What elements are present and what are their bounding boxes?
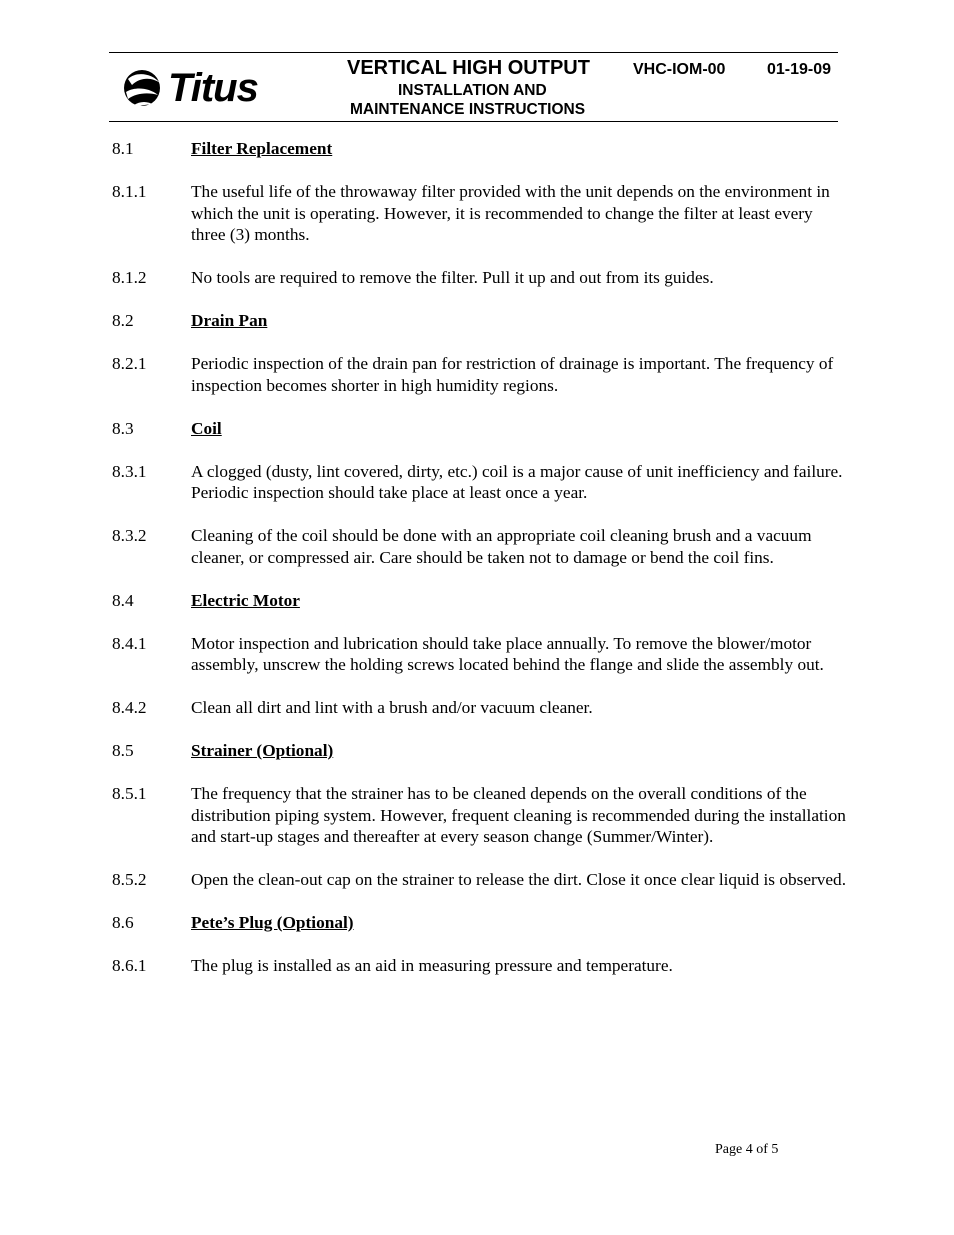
paragraph-number: 8.3.2 <box>112 526 147 545</box>
paragraph-number: 8.1.2 <box>112 268 147 287</box>
paragraph-number: 8.4.1 <box>112 633 147 653</box>
section-heading <box>112 912 847 934</box>
paragraph-number: 8.5.2 <box>112 870 147 889</box>
section-heading <box>112 310 847 332</box>
paragraph-number: 8.2.1 <box>112 354 147 373</box>
paragraph-item <box>112 633 847 676</box>
section-heading-text: Pete’s Plug (Optional) <box>191 913 354 932</box>
paragraph-text: Clean all dirt and lint with a brush and/or vacuum cleaner. <box>191 698 593 717</box>
section-number: 8.4 <box>112 590 134 610</box>
paragraph-text: Cleaning of the coil should be done with an appropriate coil cleaning brush and a vacuum cleaner, or compressed air. Care should be taken not to damage or bend the coil fins. <box>191 526 812 567</box>
titus-logo <box>122 64 267 112</box>
paragraph-item <box>112 783 847 848</box>
section-list <box>112 138 847 998</box>
document-date: 01-19-09 <box>767 61 832 78</box>
section-heading-text: Electric Motor <box>191 590 300 610</box>
section-heading <box>112 138 847 160</box>
paragraph-item <box>112 869 847 891</box>
section-number: 8.3 <box>112 418 134 438</box>
paragraph-item <box>112 461 847 504</box>
paragraph-number: 8.6.1 <box>112 956 147 975</box>
section-heading <box>112 740 847 762</box>
logo-wordmark: Titus <box>168 66 258 110</box>
section-number: 8.5 <box>112 741 134 760</box>
section-heading-text: Drain Pan <box>191 311 268 330</box>
subtitle-line-1: INSTALLATION AND <box>398 82 547 99</box>
swirl-logo-icon <box>122 65 164 111</box>
document-code: VHC-IOM-00 <box>633 61 726 78</box>
paragraph-text: The plug is installed as an aid in measuring pressure and temperature. <box>191 956 673 975</box>
paragraph-item <box>112 955 847 977</box>
section-number: 8.6 <box>112 913 134 932</box>
paragraph-text: No tools are required to remove the filter. Pull it up and out from its guides. <box>191 268 714 287</box>
paragraph-text: The useful life of the throwaway filter provided with the unit depends on the environment in which the unit is operating. However, it is recommended to change the filter at least every three (3) months. <box>191 182 830 244</box>
paragraph-item <box>112 353 847 396</box>
subtitle-line-2: MAINTENANCE INSTRUCTIONS <box>350 101 586 118</box>
header-top-rule <box>109 52 838 53</box>
paragraph-item <box>112 525 847 568</box>
paragraph-text: A clogged (dusty, lint covered, dirty, etc.) coil is a major cause of unit inefficiency and failure. Periodic inspection should take place at least once a year. <box>191 461 843 502</box>
section-heading <box>112 418 847 440</box>
paragraph-item <box>112 267 847 289</box>
section-heading-text: Coil <box>191 418 222 438</box>
paragraph-text: Motor inspection and lubrication should take place annually. To remove the blower/motor assembly, unscrew the holding screws located behind the flange and slide the assembly out. <box>191 633 824 674</box>
section-heading-text: Filter Replacement <box>191 139 333 158</box>
paragraph-number: 8.3.1 <box>112 461 147 481</box>
section-number: 8.1 <box>112 139 134 158</box>
section-number: 8.2 <box>112 311 134 330</box>
paragraph-text: The frequency that the strainer has to be cleaned depends on the overall conditions of the distribution piping system. However, frequent cleaning is recommended during the installation and start-up stages and thereafter at every season change (Summer/Winter). <box>191 784 846 846</box>
paragraph-item <box>112 697 847 719</box>
paragraph-text: Periodic inspection of the drain pan for restriction of drainage is important. The frequency of inspection becomes shorter in high humidity regions. <box>191 354 834 395</box>
section-heading <box>112 590 847 612</box>
document-title: VERTICAL HIGH OUTPUT <box>347 57 590 79</box>
paragraph-number: 8.5.1 <box>112 784 147 803</box>
section-heading-text: Strainer (Optional) <box>191 741 334 760</box>
header-bottom-rule <box>109 121 838 122</box>
page-number: Page 4 of 5 <box>715 1142 779 1157</box>
paragraph-number: 8.4.2 <box>112 698 147 717</box>
paragraph-item <box>112 181 847 246</box>
paragraph-number: 8.1.1 <box>112 182 147 201</box>
paragraph-text: Open the clean-out cap on the strainer to release the dirt. Close it once clear liquid is observed. <box>191 870 847 889</box>
